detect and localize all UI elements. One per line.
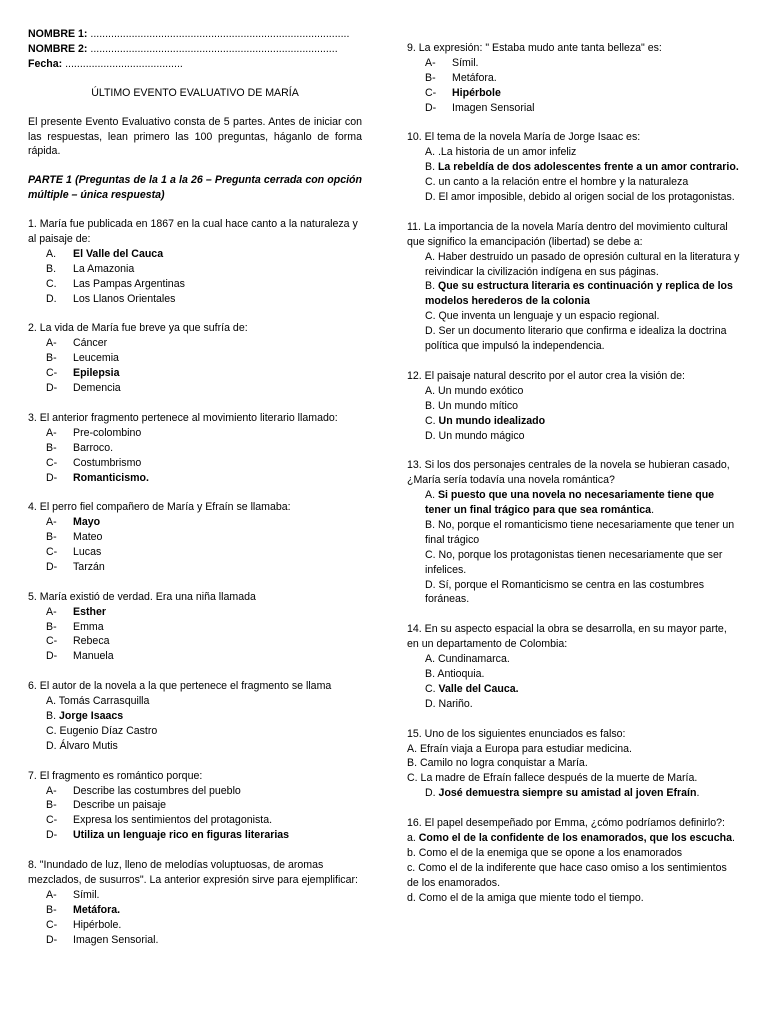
option-letter: C- — [425, 86, 437, 99]
option-text: Símil. — [452, 56, 479, 69]
option-body: Como el de la indiferente que hace caso omiso a los sentimientos de los enamorados. — [407, 861, 727, 889]
option-text: Hipérbole. — [73, 918, 122, 931]
option-text — [425, 175, 740, 190]
answer-option[interactable] — [28, 828, 362, 843]
option-text: Imagen Sensorial. — [73, 933, 159, 946]
answer-option[interactable] — [28, 336, 362, 351]
answer-option[interactable] — [28, 739, 362, 754]
answer-option[interactable] — [28, 471, 362, 486]
option-letter: C. — [46, 277, 57, 290]
option-letter: D. — [425, 325, 439, 338]
option-text — [46, 709, 362, 724]
option-letter: a. — [407, 831, 419, 844]
option-body: Como el de la confidente de los enamorados, que los escucha — [418, 831, 732, 844]
option-text: Mayo — [73, 516, 101, 529]
part1-heading: PARTE 1 (Preguntas de la 1 a la 26 – Pregunta cerrada con opción múltiple – única respuesta) — [28, 174, 362, 202]
option-letter: D- — [46, 471, 58, 484]
option-text — [425, 399, 740, 414]
answer-option[interactable] — [407, 309, 740, 324]
option-suffix: . — [696, 787, 700, 800]
question-6 — [28, 679, 362, 754]
answer-option[interactable] — [28, 247, 362, 262]
answer-option[interactable] — [28, 620, 362, 635]
option-text — [425, 786, 740, 801]
option-body: La madre de Efraín fallece después de la muerte de María. — [420, 772, 698, 785]
answer-option[interactable] — [28, 351, 362, 366]
answer-option[interactable] — [28, 724, 362, 739]
answer-option[interactable] — [407, 86, 740, 101]
option-text — [407, 742, 740, 757]
question-text: 11. La importancia de la novela María dentro del movimiento cultural que significo la emancipación (libertad) se debe a: — [407, 220, 728, 248]
fecha-label: Fecha: — [28, 57, 63, 70]
question-1 — [28, 217, 362, 306]
question-text: 15. Uno de los siguientes enunciados es falso: — [407, 727, 626, 740]
option-letter: B- — [425, 71, 436, 84]
option-letter: D- — [46, 650, 58, 663]
option-letter: A. — [425, 384, 438, 397]
option-text — [425, 518, 740, 548]
option-letter: D- — [46, 829, 58, 842]
option-letter: c. — [407, 861, 419, 874]
question-3 — [28, 411, 362, 486]
question-11 — [407, 220, 740, 354]
option-letter: B. — [46, 709, 59, 722]
option-text — [425, 652, 740, 667]
option-letter: B. — [425, 518, 438, 531]
option-body: Como el de la amiga que miente todo el tiempo. — [418, 891, 644, 904]
nombre2-dots[interactable]: .................................................................................... — [87, 42, 338, 55]
option-letter: B. — [425, 280, 438, 293]
option-text: Utiliza un lenguaje rico en figuras literarias — [73, 829, 290, 842]
answer-option[interactable] — [407, 101, 740, 116]
option-letter: B- — [46, 799, 57, 812]
option-text: Rebeca — [73, 635, 110, 648]
left-column — [28, 27, 362, 947]
question-7 — [28, 769, 362, 844]
answer-option[interactable] — [28, 709, 362, 724]
option-body: Nariño. — [438, 697, 473, 710]
question-list-right — [407, 41, 740, 905]
answer-option[interactable] — [28, 694, 362, 709]
option-letter: A- — [46, 516, 57, 529]
nombre2-label: NOMBRE 2: — [28, 42, 88, 55]
option-text: Pre-colombino — [73, 426, 142, 439]
option-text — [425, 667, 740, 682]
option-text — [425, 145, 740, 160]
option-text: Barroco. — [73, 441, 114, 454]
option-body: Cundinamarca. — [437, 653, 510, 666]
option-letter: C- — [46, 635, 58, 648]
option-text: Símil. — [73, 888, 100, 901]
option-text: Metáfora. — [452, 71, 497, 84]
nombre1-dots[interactable]: ........................................................................................ — [87, 28, 350, 40]
option-body: Si puesto que una novela no necesariamente tiene que tener un final trágico para que sea romántica — [425, 489, 715, 517]
option-text — [407, 756, 740, 771]
option-letter: A- — [46, 605, 57, 618]
answer-option[interactable] — [407, 414, 740, 429]
option-letter: D- — [425, 101, 437, 114]
answer-option[interactable] — [407, 145, 740, 160]
option-body: Como el de la enemiga que se opone a los enamorados — [418, 846, 683, 859]
option-letter: C. — [407, 772, 421, 785]
answer-option[interactable] — [407, 756, 740, 771]
question-8 — [28, 858, 362, 947]
option-body: La rebeldía de dos adolescentes frente a un amor contrario. — [437, 161, 739, 174]
option-letter: B. — [425, 667, 438, 680]
question-4 — [28, 500, 362, 575]
answer-option[interactable] — [28, 605, 362, 620]
answer-option[interactable] — [28, 292, 362, 307]
option-body: Un mundo mítico — [437, 399, 519, 412]
option-body: Álvaro Mutis — [59, 739, 118, 752]
answer-option[interactable] — [28, 798, 362, 813]
nombre1-label: NOMBRE 1: — [28, 28, 88, 40]
answer-option[interactable] — [407, 697, 740, 712]
option-body: Eugenio Díaz Castro — [59, 724, 158, 737]
option-text — [46, 694, 362, 709]
question-16 — [407, 816, 740, 905]
option-text — [425, 429, 740, 444]
answer-option[interactable] — [407, 667, 740, 682]
answer-option[interactable] — [28, 277, 362, 292]
option-body: Jorge Isaacs — [58, 709, 124, 722]
option-letter: D. — [46, 292, 57, 305]
answer-option[interactable] — [407, 578, 740, 608]
option-text — [46, 739, 362, 754]
option-letter: A. — [425, 146, 438, 159]
option-body: Un mundo mágico — [438, 429, 525, 442]
question-text: 9. La expresión: " Estaba mudo ante tanta belleza" es: — [407, 42, 662, 54]
option-letter: D. — [46, 739, 60, 752]
option-text: Manuela — [73, 650, 114, 663]
option-text: El Valle del Cauca — [73, 247, 164, 260]
answer-option[interactable] — [407, 399, 740, 414]
option-letter: D- — [46, 560, 58, 573]
option-text — [46, 724, 362, 739]
answer-option[interactable] — [28, 545, 362, 560]
question-text: 3. El anterior fragmento pertenece al movimiento literario llamado: — [28, 411, 338, 424]
answer-option[interactable] — [407, 429, 740, 444]
option-body: Valle del Cauca. — [438, 682, 519, 695]
option-text: Las Pampas Argentinas — [73, 277, 185, 290]
option-letter: D. — [425, 697, 439, 710]
option-body: Tomás Carrasquilla — [58, 695, 150, 708]
option-letter: D. — [425, 787, 439, 800]
page-title: ÚLTIMO EVENTO EVALUATIVO DE MARÍA — [91, 86, 299, 99]
option-letter: b. — [407, 846, 419, 859]
option-letter: A. — [425, 250, 438, 263]
option-text — [425, 160, 740, 175]
answer-option[interactable] — [407, 742, 740, 757]
question-text: 6. El autor de la novela a la que pertenece el fragmento se llama — [28, 680, 332, 693]
answer-option[interactable] — [407, 891, 740, 906]
option-body: Antioquia. — [437, 667, 485, 680]
question-text: 5. María existió de verdad. Era una niña llamada — [28, 590, 256, 603]
nombre2-field[interactable] — [28, 42, 362, 57]
option-text — [407, 846, 740, 861]
answer-option[interactable] — [407, 384, 740, 399]
question-13 — [407, 458, 740, 607]
option-letter: A- — [46, 784, 57, 797]
option-body: Sí, porque el Romanticismo se centra en las costumbres foráneas. — [425, 578, 705, 606]
option-letter: C. — [46, 724, 60, 737]
option-letter: C. — [425, 682, 439, 695]
answer-option[interactable] — [28, 813, 362, 828]
option-body: Un mundo exótico — [437, 384, 524, 397]
question-text: 1. María fue publicada en 1867 en la cual hace canto a la naturaleza y al paisaje de: — [28, 218, 358, 246]
option-body: Que su estructura literaria es continuación y replica de los modelos herederos de la colonia — [425, 280, 733, 308]
option-letter: C. — [425, 414, 439, 427]
option-letter: B. — [46, 262, 57, 275]
option-letter: B- — [46, 531, 57, 544]
question-15 — [407, 727, 740, 802]
option-letter: A- — [46, 426, 57, 439]
option-body: No, porque el romanticismo tiene necesariamente que tener un final trágico — [425, 518, 735, 546]
option-letter: B. — [425, 399, 438, 412]
option-text: Describe un paisaje — [73, 799, 167, 812]
option-suffix: . — [651, 504, 655, 517]
option-text: Mateo — [73, 531, 103, 544]
option-body: Que inventa un lenguaje y un espacio regional. — [438, 310, 660, 323]
option-text: Imagen Sensorial — [452, 101, 535, 114]
answer-option[interactable] — [28, 888, 362, 903]
option-text: Emma — [73, 620, 104, 633]
answer-option[interactable] — [407, 831, 740, 846]
answer-option[interactable] — [407, 771, 740, 786]
option-letter: C- — [46, 814, 58, 827]
option-text: Esther — [73, 605, 106, 618]
option-letter: A. — [46, 695, 59, 708]
answer-option[interactable] — [28, 933, 362, 948]
option-text: Los Llanos Orientales — [73, 292, 176, 305]
answer-option[interactable] — [407, 786, 740, 801]
option-text — [407, 891, 740, 906]
question-text: 12. El paisaje natural descrito por el autor crea la visión de: — [407, 369, 685, 382]
answer-option[interactable] — [407, 518, 740, 548]
question-text: 2. La vida de María fue breve ya que sufría de: — [28, 322, 248, 335]
option-body: Ser un documento literario que confirma e idealiza la doctrina política que impulsó la independencia. — [425, 325, 727, 353]
option-letter: B. — [425, 161, 438, 174]
option-body: Haber destruido un pasado de opresión cultural en la literatura y reivindicar la civilización indígena en sus páginas. — [425, 250, 740, 278]
answer-option[interactable] — [28, 560, 362, 575]
answer-option[interactable] — [407, 56, 740, 71]
option-letter: A. — [425, 653, 438, 666]
option-text: Demencia — [73, 382, 121, 395]
answer-option[interactable] — [407, 279, 740, 309]
answer-option[interactable] — [407, 71, 740, 86]
option-letter: C- — [46, 918, 58, 931]
option-letter: B. — [407, 757, 420, 770]
option-text: Romanticismo. — [73, 471, 149, 484]
option-text: La Amazonia — [73, 262, 135, 275]
option-letter: C. — [425, 176, 439, 189]
option-letter: C- — [46, 456, 58, 469]
option-letter: D. — [425, 578, 439, 591]
option-letter: A. — [46, 247, 57, 260]
answer-option[interactable] — [407, 175, 740, 190]
question-2 — [28, 321, 362, 396]
answer-option[interactable] — [28, 262, 362, 277]
option-letter: B- — [46, 620, 57, 633]
question-5 — [28, 590, 362, 665]
option-body: un canto a la relación entre el hombre y la naturaleza — [438, 176, 689, 189]
option-text: Costumbrismo — [73, 456, 142, 469]
option-letter: B- — [46, 903, 57, 916]
option-text — [425, 548, 740, 578]
option-text: Expresa los sentimientos del protagonista. — [73, 814, 273, 827]
intro-paragraph: El presente Evento Evaluativo consta de 5 partes. Antes de iniciar con las respuestas, lean primero las 100 preguntas, háganlo de forma rápida. — [28, 115, 362, 158]
question-text: 16. El papel desempeñado por Emma, ¿cómo podríamos definirlo?: — [407, 817, 725, 830]
option-text — [407, 861, 740, 891]
option-letter: C. — [425, 310, 439, 323]
option-letter: D- — [46, 382, 58, 395]
option-letter: C. — [425, 548, 439, 561]
answer-option[interactable] — [28, 441, 362, 456]
nombre1-field[interactable] — [28, 27, 362, 42]
question-12 — [407, 369, 740, 444]
option-body: Camilo no logra conquistar a María. — [419, 757, 588, 770]
option-text: Leucemia — [73, 352, 119, 365]
option-letter: A- — [46, 888, 57, 901]
answer-option[interactable] — [407, 652, 740, 667]
option-text — [425, 309, 740, 324]
option-letter: A- — [425, 56, 436, 69]
option-letter: B- — [46, 441, 57, 454]
option-text — [425, 682, 740, 697]
answer-option[interactable] — [407, 548, 740, 578]
answer-option[interactable] — [28, 634, 362, 649]
option-letter: C- — [46, 546, 58, 559]
answer-option[interactable] — [28, 918, 362, 933]
answer-option[interactable] — [28, 381, 362, 396]
option-text: Epilepsia — [73, 367, 120, 380]
option-letter: A- — [46, 337, 57, 350]
answer-option[interactable] — [407, 846, 740, 861]
option-letter: A. — [425, 489, 438, 502]
answer-option[interactable] — [28, 784, 362, 799]
answer-option[interactable] — [28, 515, 362, 530]
option-text — [407, 831, 740, 846]
option-body: Un mundo idealizado — [438, 414, 546, 427]
option-text — [425, 324, 740, 354]
answer-option[interactable] — [407, 861, 740, 891]
question-text: 7. El fragmento es romántico porque: — [28, 769, 203, 782]
option-body: José demuestra siempre su amistad al joven Efraín — [438, 787, 697, 800]
option-letter: D. — [425, 429, 439, 442]
option-letter: D- — [46, 933, 58, 946]
option-text: Tarzán — [73, 560, 105, 573]
option-text — [425, 697, 740, 712]
option-text: Hipérbole — [452, 86, 501, 99]
option-letter: B- — [46, 352, 57, 365]
answer-option[interactable] — [28, 426, 362, 441]
answer-option[interactable] — [28, 456, 362, 471]
fecha-field[interactable] — [28, 57, 362, 72]
option-text — [425, 190, 740, 205]
answer-option[interactable] — [407, 160, 740, 175]
question-list-left — [28, 217, 362, 947]
fecha-dots[interactable]: ........................................ — [62, 57, 183, 70]
answer-option[interactable] — [407, 488, 740, 518]
option-letter: C- — [46, 367, 58, 380]
option-body: Efraín viaja a Europa para estudiar medicina. — [419, 742, 632, 755]
option-text — [425, 384, 740, 399]
option-text: Cáncer — [73, 337, 108, 350]
right-column — [407, 27, 740, 905]
answer-option[interactable] — [28, 649, 362, 664]
answer-option[interactable] — [407, 682, 740, 697]
question-text: 14. En su aspecto espacial la obra se desarrolla, en su mayor parte, en un departamento de Colombia: — [407, 623, 727, 651]
question-text: 10. El tema de la novela María de Jorge Isaac es: — [407, 131, 641, 144]
option-text — [425, 414, 740, 429]
option-body: No, porque los protagonistas tienen necesariamente que ser infelices. — [425, 548, 723, 576]
option-text: Describe las costumbres del pueblo — [73, 784, 241, 797]
option-letter: A. — [407, 742, 420, 755]
option-text — [425, 279, 740, 309]
answer-option[interactable] — [407, 250, 740, 280]
option-suffix: . — [731, 831, 735, 844]
answer-option[interactable] — [28, 530, 362, 545]
option-text: Lucas — [73, 546, 102, 559]
option-body: .La historia de un amor infeliz — [437, 146, 577, 159]
question-14 — [407, 622, 740, 711]
option-text: Metáfora. — [73, 903, 121, 916]
question-10 — [407, 130, 740, 205]
option-letter: d. — [407, 891, 419, 904]
answer-option[interactable] — [407, 324, 740, 354]
question-text: 8. "Inundado de luz, lleno de melodías voluptuosas, de aromas mezclados, de susurros". La anterior expresión sirve para ejemplificar: — [28, 859, 358, 886]
answer-option[interactable] — [28, 903, 362, 918]
option-letter: D. — [425, 191, 439, 204]
answer-option[interactable] — [28, 366, 362, 381]
option-text — [407, 771, 740, 786]
question-text: 4. El perro fiel compañero de María y Efraín se llamaba: — [28, 501, 291, 514]
question-9 — [407, 41, 740, 116]
option-body: El amor imposible, debido al origen social de los protagonistas. — [438, 191, 735, 204]
option-text — [425, 578, 740, 608]
option-text — [425, 250, 740, 280]
option-text — [425, 488, 740, 518]
answer-option[interactable] — [407, 190, 740, 205]
question-text: 13. Si los dos personajes centrales de la novela se hubieran casado, ¿María sería todavía una novela romántica? — [407, 459, 730, 487]
